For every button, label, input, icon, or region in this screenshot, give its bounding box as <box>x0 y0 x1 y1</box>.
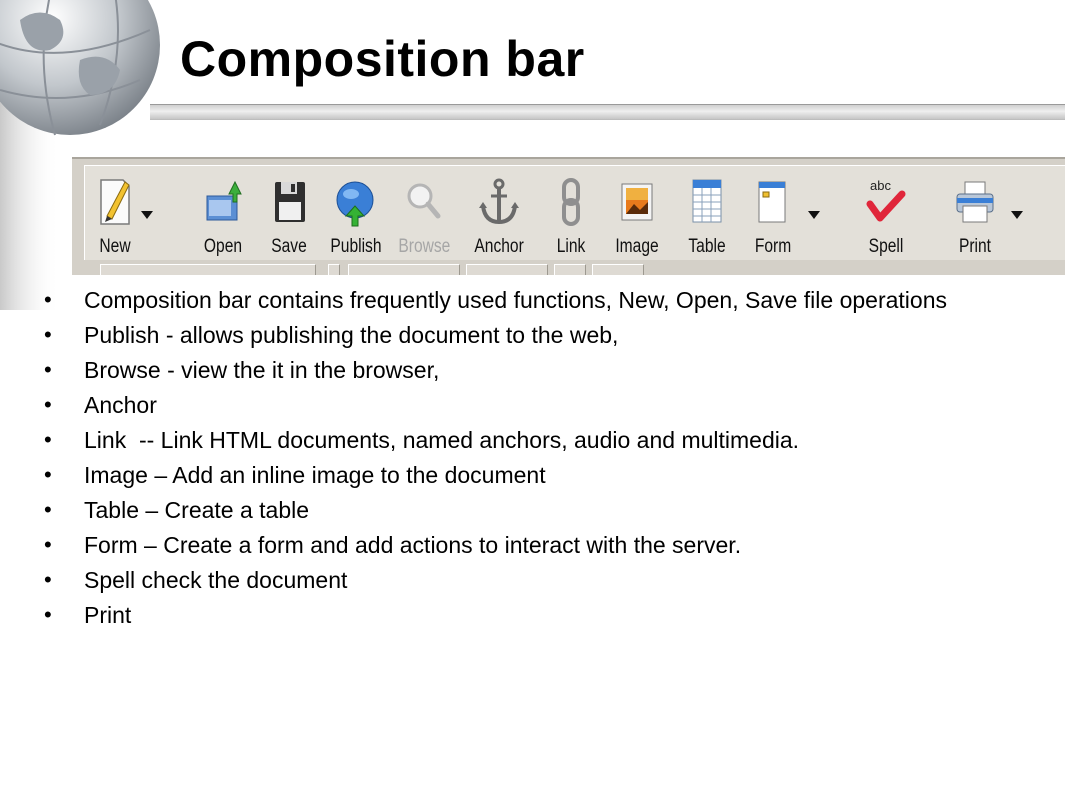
anchor-label: Anchor <box>474 236 524 257</box>
bullet-item <box>44 496 1044 524</box>
toolbar-separator <box>328 264 340 275</box>
bullet-item <box>44 356 1044 384</box>
bullet-text: Browse - view the it in the browser, <box>84 357 440 383</box>
new-label: New <box>99 236 131 257</box>
new-button[interactable] <box>85 166 145 261</box>
new-dropdown-arrow[interactable] <box>141 211 153 219</box>
publish-globe-icon <box>333 176 377 232</box>
bullet-text: Anchor <box>84 392 157 418</box>
new-document-icon <box>95 176 135 228</box>
bullet-item <box>44 461 1044 489</box>
form-dropdown-arrow[interactable] <box>808 211 820 219</box>
form-button[interactable] <box>743 166 803 261</box>
table-button[interactable] <box>677 166 737 261</box>
bullet-list <box>44 286 1044 636</box>
bullet-glyph: • <box>44 427 52 452</box>
browse-label: Browse <box>398 236 451 257</box>
image-label: Image <box>615 236 659 257</box>
bullet-item <box>44 426 1044 454</box>
spell-button[interactable] <box>856 166 916 261</box>
bullet-text: Spell check the document <box>84 567 348 593</box>
save-button[interactable] <box>259 166 319 261</box>
bullet-glyph: • <box>44 392 52 417</box>
bullet-item <box>44 321 1044 349</box>
bullet-glyph: • <box>44 287 52 312</box>
table-label: Table <box>688 236 726 257</box>
bullet-glyph: • <box>44 567 52 592</box>
link-button[interactable] <box>541 166 601 261</box>
toolbar-separator <box>592 264 644 275</box>
bullet-text: Link -- Link HTML documents, named anchors, audio and multimedia. <box>84 427 800 453</box>
bullet-text: Form – Create a form and add actions to interact with the server. <box>84 532 742 558</box>
composition-toolbar <box>72 157 1065 275</box>
printer-icon <box>953 176 997 228</box>
toolbar-secondary-strip <box>72 260 1065 275</box>
bullet-item <box>44 601 1044 629</box>
save-label: Save <box>271 236 307 257</box>
slide-title: Composition bar <box>180 31 585 87</box>
spell-check-icon <box>864 176 908 232</box>
magnifier-icon <box>403 176 443 228</box>
bullet-glyph: • <box>44 497 52 522</box>
print-button[interactable] <box>945 166 1005 261</box>
bullet-text: Table – Create a table <box>84 497 310 523</box>
open-button[interactable] <box>193 166 253 261</box>
bullet-glyph: • <box>44 602 52 627</box>
font-dropdown-edge <box>348 264 460 275</box>
toolbar-strip <box>84 165 1065 262</box>
form-window-icon <box>755 176 791 228</box>
title-underline <box>150 104 1065 120</box>
bullet-glyph: • <box>44 462 52 487</box>
open-label: Open <box>203 236 243 257</box>
bullet-glyph: • <box>44 357 52 382</box>
anchor-icon <box>477 176 521 232</box>
print-label: Print <box>958 236 992 257</box>
floppy-disk-icon <box>269 176 309 228</box>
bullet-glyph: • <box>44 322 52 347</box>
picture-icon <box>617 176 657 228</box>
bullet-text: Publish - allows publishing the document to the web, <box>84 322 619 348</box>
size-dropdown-edge <box>466 264 548 275</box>
bullet-item <box>44 531 1044 559</box>
chain-link-icon <box>556 176 586 232</box>
svg-text:abc: abc <box>870 178 891 193</box>
toolbar-separator <box>554 264 586 275</box>
publish-label: Publish <box>330 236 382 257</box>
bullet-glyph: • <box>44 532 52 557</box>
bullet-text: Print <box>84 602 132 628</box>
table-grid-icon <box>689 176 725 228</box>
bullet-text: Image – Add an inline image to the document <box>84 462 546 488</box>
link-label: Link <box>556 236 586 257</box>
anchor-button[interactable] <box>469 166 529 261</box>
open-folder-icon <box>201 176 245 228</box>
bullet-item <box>44 391 1044 419</box>
spell-label: Spell <box>868 236 904 257</box>
publish-button[interactable] <box>325 166 385 261</box>
print-dropdown-arrow[interactable] <box>1011 211 1023 219</box>
form-label: Form <box>754 236 792 257</box>
format-dropdown-edge <box>100 264 316 275</box>
bullet-item <box>44 286 1044 314</box>
globe-icon <box>0 0 160 135</box>
bullet-text: Composition bar contains frequently used functions, New, Open, Save file operations <box>84 287 947 313</box>
browse-button[interactable] <box>393 166 453 261</box>
bullet-item <box>44 566 1044 594</box>
image-button[interactable] <box>607 166 667 261</box>
